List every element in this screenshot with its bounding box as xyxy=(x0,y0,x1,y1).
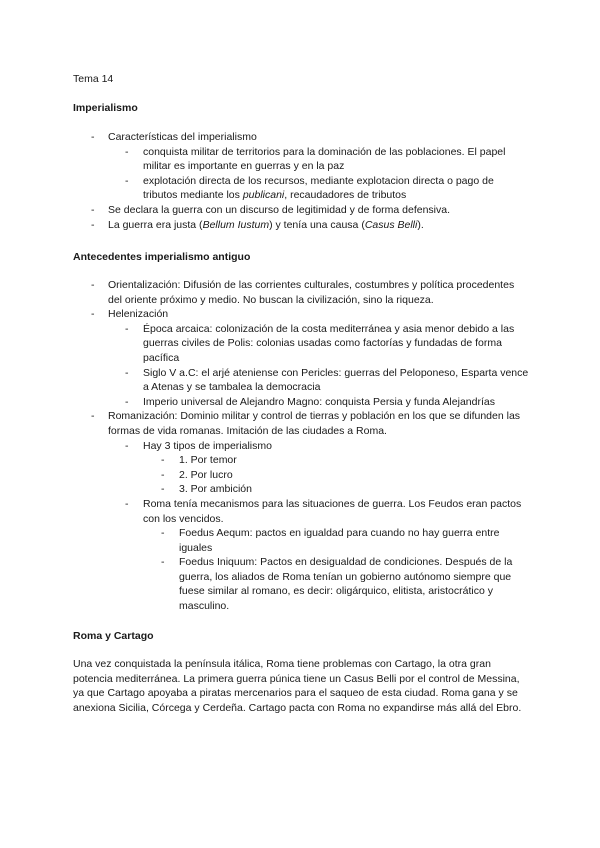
sub-sub-list xyxy=(161,526,531,614)
list-item-text: Época arcaica: colonización de la costa mediterránea y asia menor debido a las guerras civiles de Polis: colonias usadas como factorías y fundadas de forma pacífica xyxy=(143,322,515,364)
roma-cartago-paragraph: Una vez conquistada la península itálica, Roma tiene problemas con Cartago, la otra gran potencia mediterránea. La primera guerra púnica tiene un Casus Belli por el control de Messina, ya que Cartago apoyaba a piratas mercenarios para el saqueo de esta ciudad. Roma gana y se anexiona Sicilia, Córcega y Cerdeña. Cartago pacta con Roma no expandirse más allá del Ebro. xyxy=(73,658,522,714)
bullet-dash: - xyxy=(125,366,129,379)
topic-number: Tema 14 xyxy=(73,73,114,85)
list-item xyxy=(161,482,531,497)
heading-antecedentes: Antecedentes imperialismo antiguo xyxy=(73,251,251,263)
list-item xyxy=(91,203,531,218)
sub-list xyxy=(125,322,531,410)
list-item xyxy=(161,468,531,483)
list-item-text: Siglo V a.C: el arjé ateniense con Pericles: guerras del Peloponeso, Esparta vence a Atenas y se tambalea la democracia xyxy=(143,366,529,394)
list-item-text: explotación directa de los recursos, mediante explotacion directa o pago de tributos mediante los xyxy=(143,174,494,202)
list-item-text: 3. Por ambición xyxy=(179,483,252,496)
emphasis-bellum-iustum: Bellum Iustum xyxy=(202,218,270,231)
list-item-text: ) y tenía una causa ( xyxy=(269,218,365,231)
sub-list xyxy=(125,145,531,203)
list-item xyxy=(161,555,531,613)
bullet-dash: - xyxy=(161,454,165,467)
list-item-text: 1. Por temor xyxy=(179,454,237,467)
sub-sub-list xyxy=(161,453,531,497)
list-item-text: Orientalización: Difusión de las corrientes culturales, costumbres y política procedentes del oriente próximo y medio. No buscan la civilización, sino la riqueza. xyxy=(108,279,515,306)
list-item-text: Hay 3 tipos de imperialismo xyxy=(143,439,272,452)
list-item xyxy=(91,409,531,613)
list-item xyxy=(125,145,531,174)
bullet-dash: - xyxy=(161,468,165,481)
heading-roma-cartago: Roma y Cartago xyxy=(73,630,154,642)
emphasis-casus-belli: Casus Belli xyxy=(364,218,418,231)
bullet-dash: - xyxy=(91,308,95,321)
list-item-text: Romanización: Dominio militar y control de tierras y población en los que se difunden las formas de vida romanas. Imitación de las ciudades a Roma. xyxy=(108,410,521,437)
sub-list xyxy=(125,439,531,614)
list-item xyxy=(161,453,531,468)
list-item-text: Roma tenía mecanismos para las situaciones de guerra. Los Feudos eran pactos con los vencidos. xyxy=(143,497,522,525)
list-item-text: ). xyxy=(417,218,424,231)
bullet-dash: - xyxy=(125,322,129,335)
list-item xyxy=(125,497,531,614)
emphasis-publicani: publicani xyxy=(242,189,285,202)
list-item-text: Características del imperialismo xyxy=(108,131,257,143)
bullet-dash: - xyxy=(91,203,95,216)
list-item xyxy=(91,130,531,203)
list-item xyxy=(91,307,531,409)
list-item-text: Se declara la guerra con un discurso de legitimidad y de forma defensiva. xyxy=(108,203,451,216)
list-item-text: Helenización xyxy=(108,308,169,321)
bullet-dash: - xyxy=(91,410,95,423)
bullet-dash: - xyxy=(125,174,129,187)
bullet-dash: - xyxy=(125,439,129,452)
imperialism-list xyxy=(91,130,531,232)
bullet-dash: - xyxy=(161,483,165,496)
list-item xyxy=(91,218,531,233)
bullet-dash: - xyxy=(125,395,129,408)
list-item-text: , recaudadores de tributos xyxy=(284,189,407,202)
list-item xyxy=(125,174,531,203)
bullet-dash: - xyxy=(125,497,129,510)
list-item-text: conquista militar de territorios para la dominación de las poblaciones. El papel militar es importante en guerras y en la paz xyxy=(143,145,506,173)
antecedents-list xyxy=(91,278,531,614)
bullet-dash: - xyxy=(91,279,95,291)
list-item-text: 2. Por lucro xyxy=(179,468,233,481)
bullet-dash: - xyxy=(161,527,165,540)
list-item-text: Foedus Iniquum: Pactos en desigualdad de condiciones. Después de la guerra, los aliados de Roma tenían un gobierno autónomo siempre que fuese similar al romano, es decir: oligárquico, elitista, aristocrático y masculino. xyxy=(179,556,513,613)
list-item xyxy=(125,395,531,410)
bullet-dash: - xyxy=(125,145,129,158)
bullet-dash: - xyxy=(161,556,165,569)
list-item-text: La guerra era justa ( xyxy=(108,218,203,231)
list-item-text: Foedus Aequm: pactos en igualdad para cuando no hay guerra entre iguales xyxy=(179,527,500,554)
list-item xyxy=(125,439,531,497)
list-item xyxy=(91,278,531,307)
list-item xyxy=(161,526,531,555)
list-item xyxy=(125,366,531,395)
bullet-dash: - xyxy=(91,131,95,143)
heading-imperialismo: Imperialismo xyxy=(73,102,138,114)
bullet-dash: - xyxy=(91,218,95,231)
list-item-text: Imperio universal de Alejandro Magno: conquista Persia y funda Alejandrías xyxy=(143,395,495,408)
list-item xyxy=(125,322,531,366)
